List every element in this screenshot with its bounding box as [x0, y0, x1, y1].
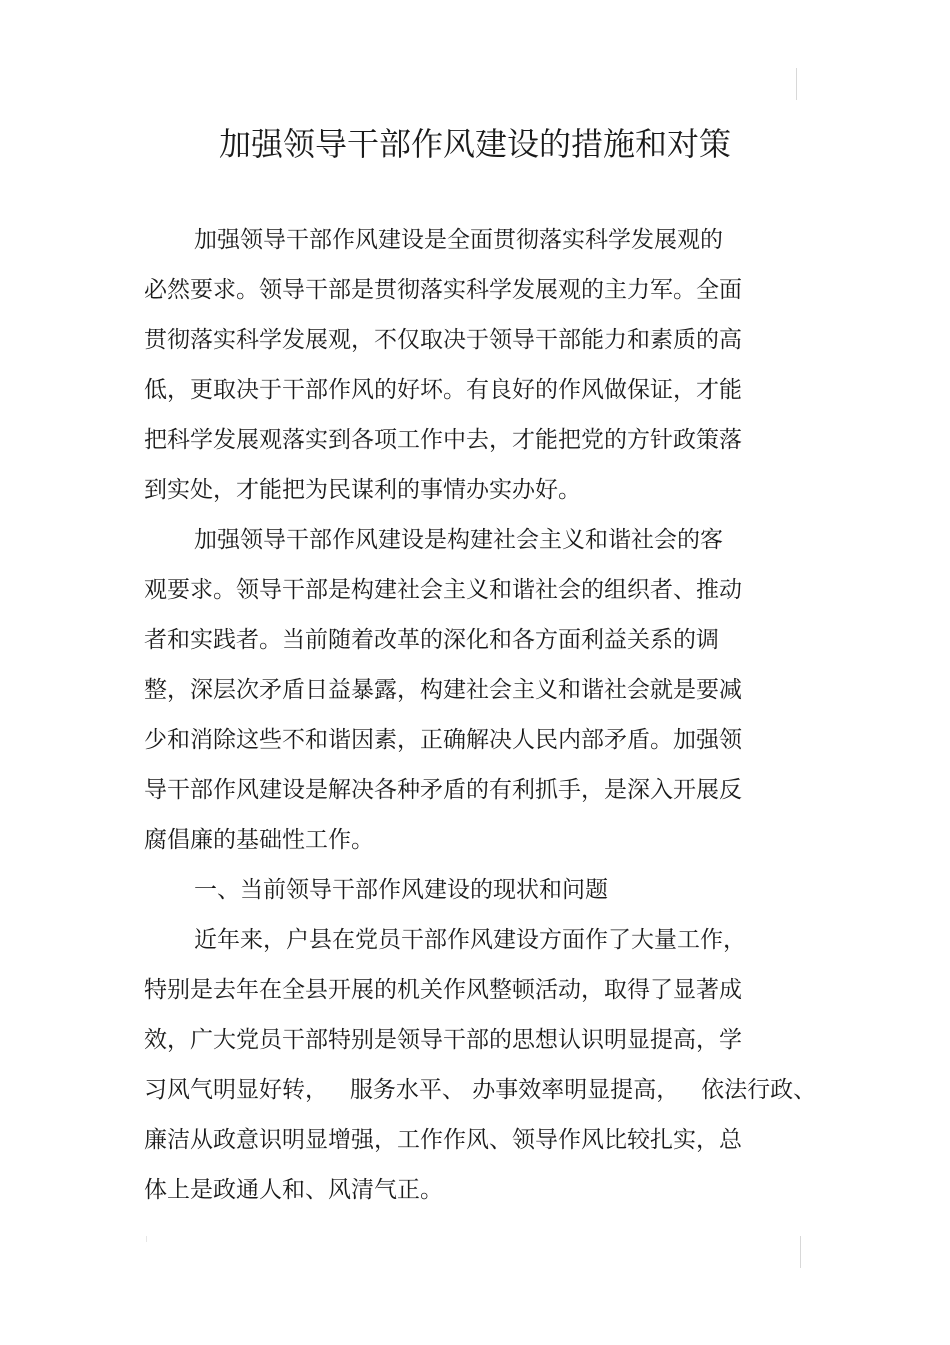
paragraph-line: 把科学发展观落实到各项工作中去，才能把党的方针政策落 — [144, 427, 742, 453]
paragraph-line: 贯彻落实科学发展观，不仅取决于领导干部能力和素质的高 — [144, 327, 742, 353]
paragraph-line: 效，广大党员干部特别是领导干部的思想认识明显提高，学 — [144, 1027, 742, 1053]
paragraph-line: 特别是去年在全县开展的机关作风整顿活动，取得了显著成 — [144, 977, 742, 1003]
paragraph-line: 腐倡廉的基础性工作。 — [144, 827, 374, 853]
paragraph-line: 整，深层次矛盾日益暴露，构建社会主义和谐社会就是要减 — [144, 677, 742, 703]
paragraph-line: 者和实践者。当前随着改革的深化和各方面利益关系的调 — [144, 627, 719, 653]
paragraph-line: 导干部作风建设是解决各种矛盾的有利抓手，是深入开展反 — [144, 777, 742, 803]
section-heading: 一、当前领导干部作风建设的现状和问题 — [194, 877, 608, 903]
page-corner-mark — [800, 1236, 801, 1268]
paragraph-line: 观要求。领导干部是构建社会主义和谐社会的组织者、推动 — [144, 577, 742, 603]
paragraph-line: 廉洁从政意识明显增强，工作作风、领导作风比较扎实，总 — [144, 1127, 742, 1153]
paragraph-line: 加强领导干部作风建设是构建社会主义和谐社会的客 — [194, 527, 723, 553]
page-corner-mark — [796, 68, 797, 100]
paragraph-line: 必然要求。领导干部是贯彻落实科学发展观的主力军。全面 — [144, 277, 742, 303]
paragraph-line: 少和消除这些不和谐因素，正确解决人民内部矛盾。加强领 — [144, 727, 742, 753]
page-corner-mark — [146, 1236, 147, 1242]
paragraph-line: 近年来，户县在党员干部作风建设方面作了大量工作， — [194, 927, 746, 953]
paragraph-line: 体上是政通人和、风清气正。 — [144, 1177, 443, 1203]
document-title: 加强领导干部作风建设的措施和对策 — [218, 125, 731, 163]
paragraph-line: 加强领导干部作风建设是全面贯彻落实科学发展观的 — [194, 227, 723, 253]
paragraph-line: 到实处，才能把为民谋利的事情办实办好。 — [144, 477, 581, 503]
paragraph-line: 习风气明显好转， 服务水平、 办事效率明显提高， 依法行政、 — [144, 1077, 817, 1103]
paragraph-line: 低，更取决于干部作风的好坏。有良好的作风做保证，才能 — [144, 377, 742, 403]
